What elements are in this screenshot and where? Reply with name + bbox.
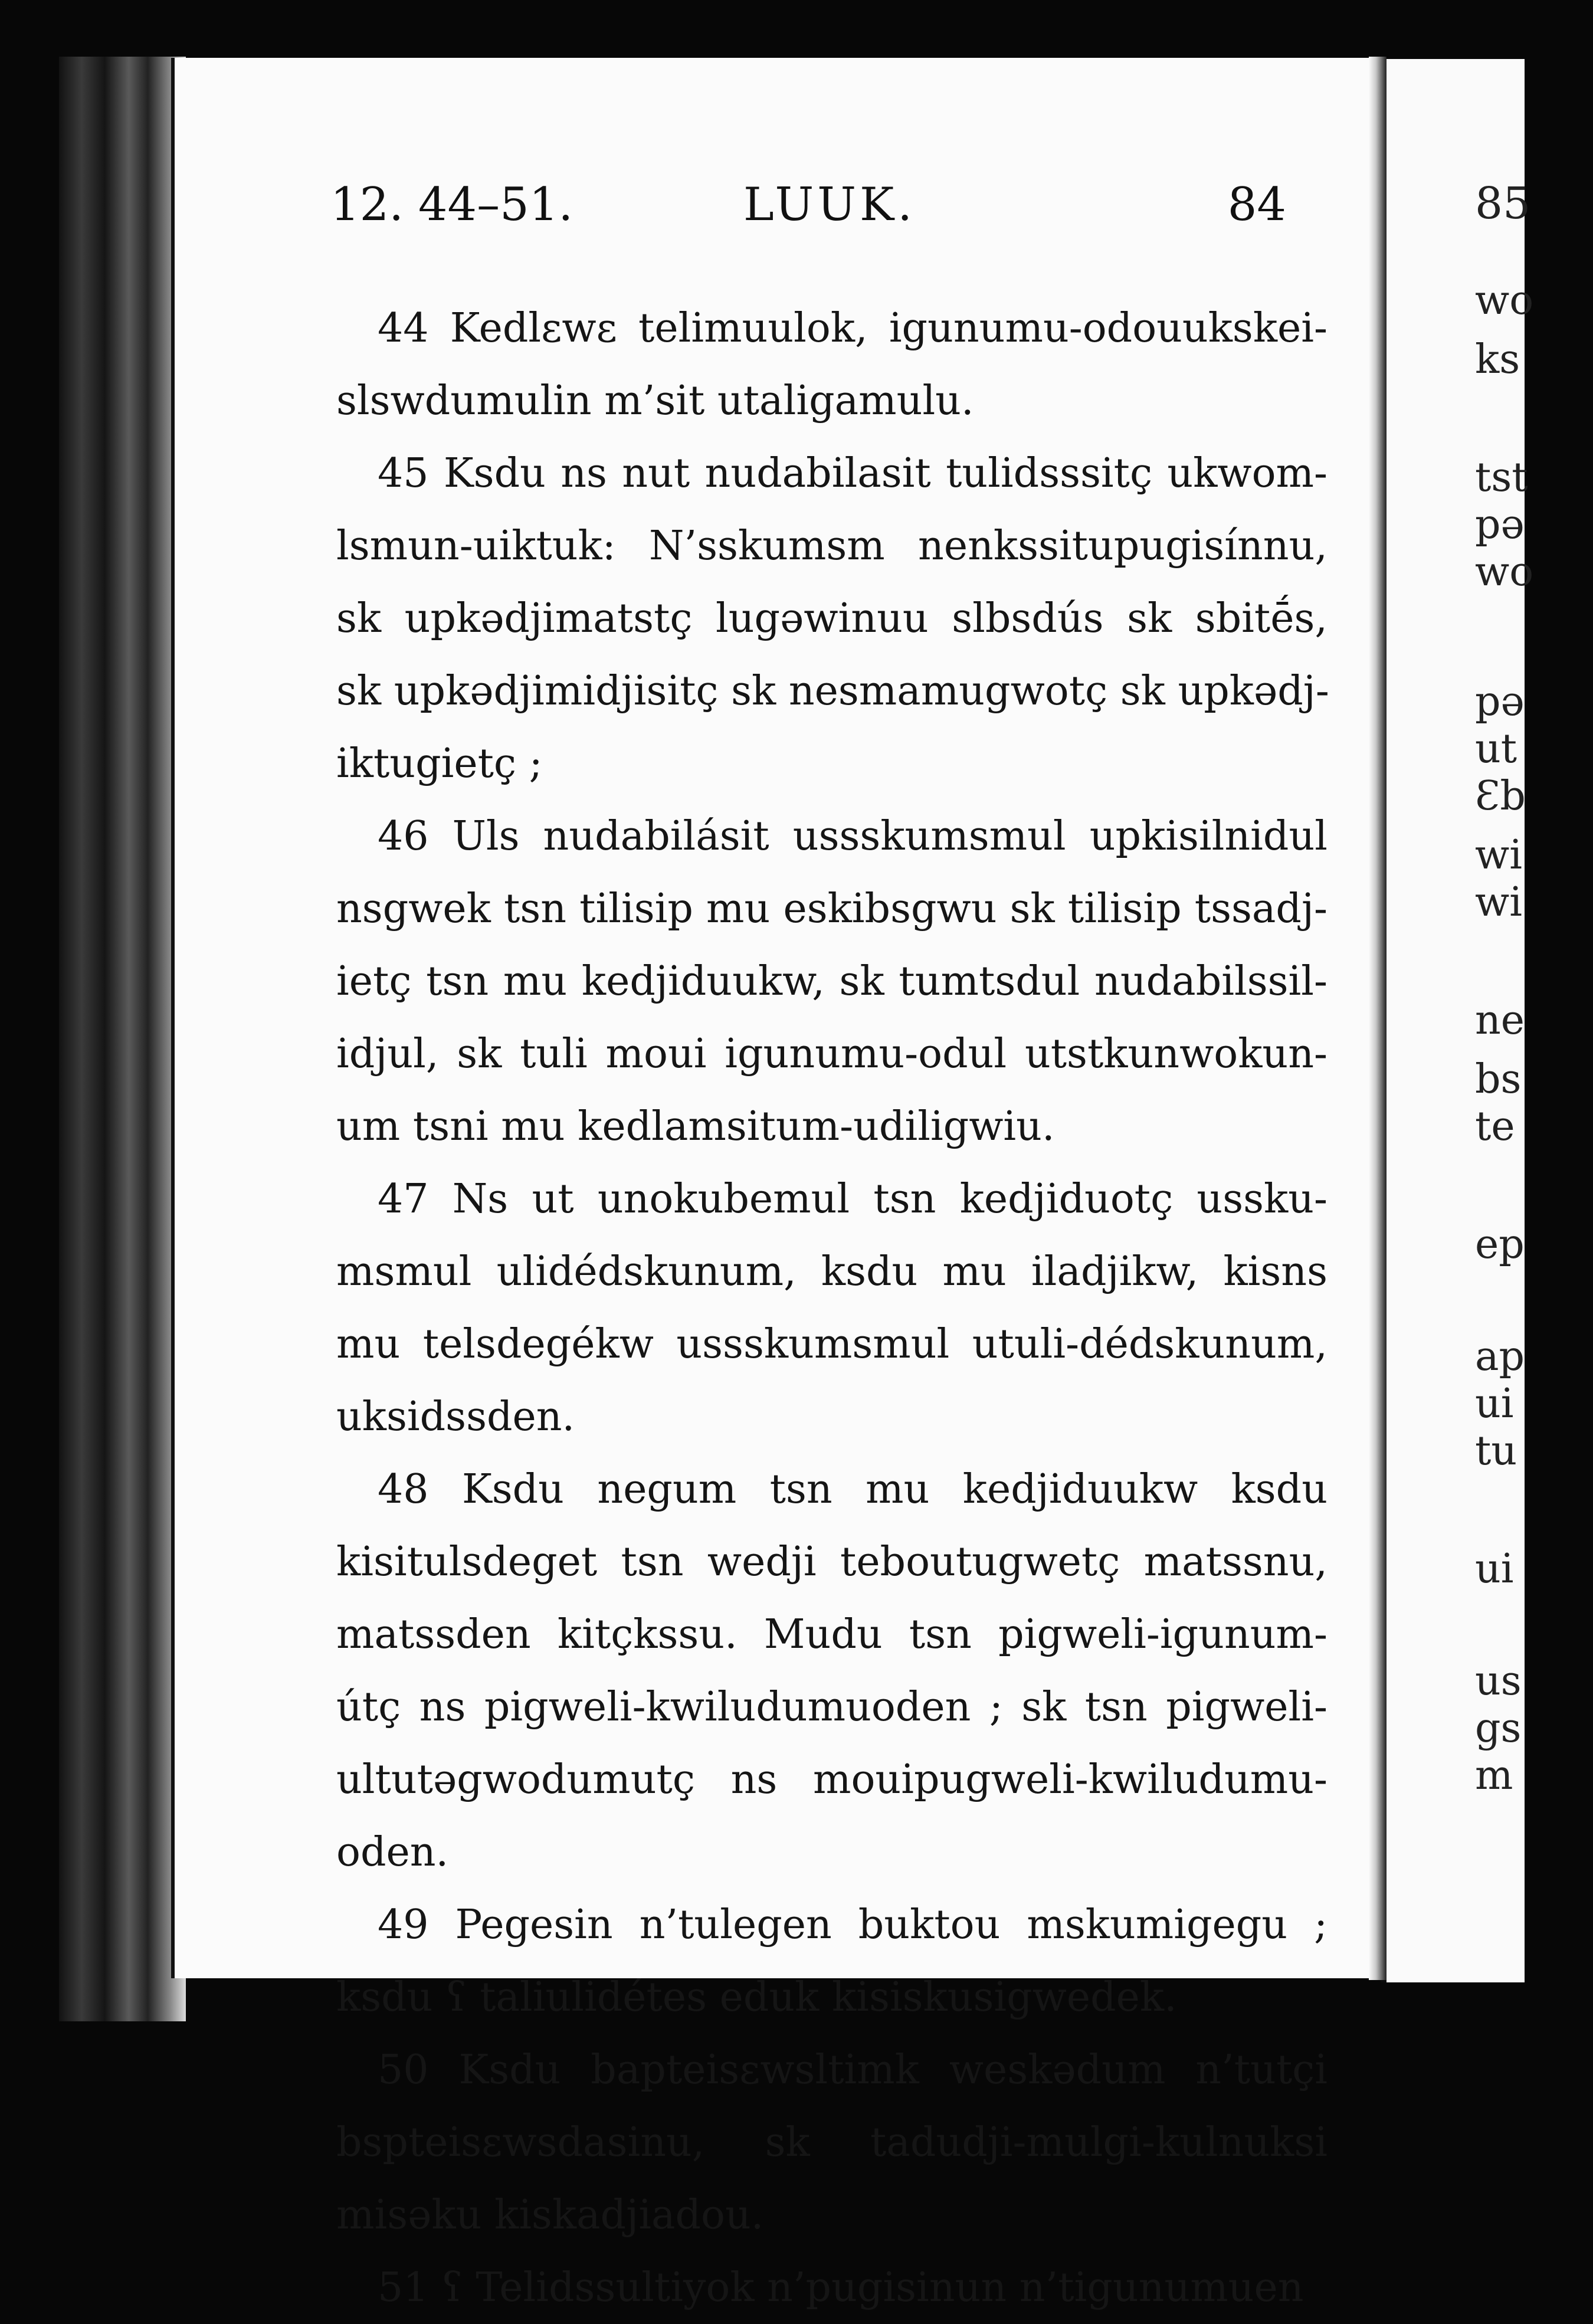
text-line: útç ns pigweli-kwiludumuoden ; sk tsn pigweli- xyxy=(336,1684,1328,1730)
text-line: 44 Kedlɛwɛ telimuulok, igunumu-odouukskei- xyxy=(378,305,1328,352)
text-line: ultutəgwodumutç ns mouipugweli-kwiludumu- xyxy=(336,1756,1328,1803)
facing-page-fragment: te xyxy=(1475,1103,1515,1150)
text-line: bspteisɛwsdasinu, sk tadudji-mulgi-kulnuksi xyxy=(336,2119,1328,2166)
facing-page-fragment: wo xyxy=(1475,549,1534,595)
text-line: iktugietç ; xyxy=(336,740,543,787)
facing-page-fragment: ui xyxy=(1475,1546,1514,1592)
facing-page-fragment: ut xyxy=(1475,726,1517,772)
text-line: ietç tsn mu kedjiduukw, sk tumtsdul nudabilssil- xyxy=(336,958,1328,1005)
text-line: kisitulsdeget tsn wedji teboutugwetç matssnu, xyxy=(336,1539,1328,1585)
chapter-verse-range: 12. 44–51. xyxy=(330,178,573,231)
facing-page-fragment: tst xyxy=(1475,454,1528,501)
text-line: lsmun-uiktuk: N’sskumsm nenkssitupugisínnu, xyxy=(336,523,1328,569)
running-header xyxy=(330,178,1286,243)
text-line: msmul ulidédskunum, ksdu mu iladjikw, kisns xyxy=(336,1248,1328,1295)
text-line: uksidssden. xyxy=(336,1394,575,1440)
facing-page-number: 85 xyxy=(1475,178,1531,229)
text-line: idjul, sk tuli moui igunumu-odul utstkunwokun- xyxy=(336,1031,1328,1077)
facing-page-fragment: wi xyxy=(1475,832,1522,879)
text-line: 51 ʕ Telidssultiyok n’pugisinun n’tigunumuen xyxy=(378,2264,1304,2311)
text-line: nsgwek tsn tilisip mu eskibsgwu sk tilisip tssadj- xyxy=(336,886,1328,932)
text-line: sk upkədjimidjisitç sk nesmamugwotç sk upkədj- xyxy=(336,668,1329,714)
facing-page-fragment: gs xyxy=(1475,1705,1522,1752)
text-line: 47 Ns ut unokubemul tsn kedjiduotç ussku- xyxy=(378,1176,1328,1222)
text-line: ksdu ʕ taliulidétes eduk kisiskusigwedek. xyxy=(336,1974,1177,2021)
page-edge-shadow xyxy=(1369,57,1386,1980)
text-line: mu telsdegékw ussskumsmul utuli-dédskunum, xyxy=(336,1321,1328,1368)
text-line: sk upkədjimatstç lugəwinuu slbsdús sk sbitḗs, xyxy=(336,595,1328,642)
book-spine xyxy=(59,57,186,2021)
book-title: LUUK. xyxy=(743,178,916,231)
text-line: misəku kiskadjiadou. xyxy=(336,2192,764,2238)
text-line: slswdumulin m’sit utaligamulu. xyxy=(336,378,974,424)
facing-page-fragment: ep xyxy=(1475,1221,1525,1268)
text-line: 48 Ksdu negum tsn mu kedjiduukw ksdu xyxy=(378,1466,1328,1513)
facing-page-fragment: ks xyxy=(1475,336,1520,383)
facing-page-fragment: wo xyxy=(1475,277,1534,324)
facing-page-fragment: bs xyxy=(1475,1056,1522,1103)
text-line: 49 Pegesin n’tulegen buktou mskumigegu ; xyxy=(378,1902,1328,1948)
facing-page-fragment: ne xyxy=(1475,997,1525,1044)
page-number: 84 xyxy=(1227,178,1286,231)
text-line: oden. xyxy=(336,1829,449,1876)
text-line: 45 Ksdu ns nut nudabilasit tulidsssitç ukwom- xyxy=(378,450,1328,497)
facing-page-fragment: pə xyxy=(1475,678,1525,725)
facing-page-fragment: ui xyxy=(1475,1381,1514,1427)
text-line: 46 Uls nudabilásit ussskumsmul upkisilnidul xyxy=(378,813,1328,860)
facing-page-fragment: us xyxy=(1475,1658,1522,1705)
text-line: 50 Ksdu bapteisɛwsltimk weskədum n’tutçi xyxy=(378,2047,1328,2093)
facing-page-fragment: ap xyxy=(1475,1333,1525,1380)
facing-page-fragment: pə xyxy=(1475,501,1525,548)
facing-page-fragment: m xyxy=(1475,1752,1513,1799)
facing-page-fragment: tu xyxy=(1475,1428,1517,1474)
facing-page-fragment: wi xyxy=(1475,879,1522,926)
verse-text-body xyxy=(336,292,1328,2324)
text-line: matssden kitçkssu. Mudu tsn pigweli-igunum- xyxy=(336,1611,1328,1658)
text-line: um tsni mu kedlamsitum-udiligwiu. xyxy=(336,1103,1055,1150)
facing-page-fragment: Ɛb xyxy=(1475,773,1526,820)
